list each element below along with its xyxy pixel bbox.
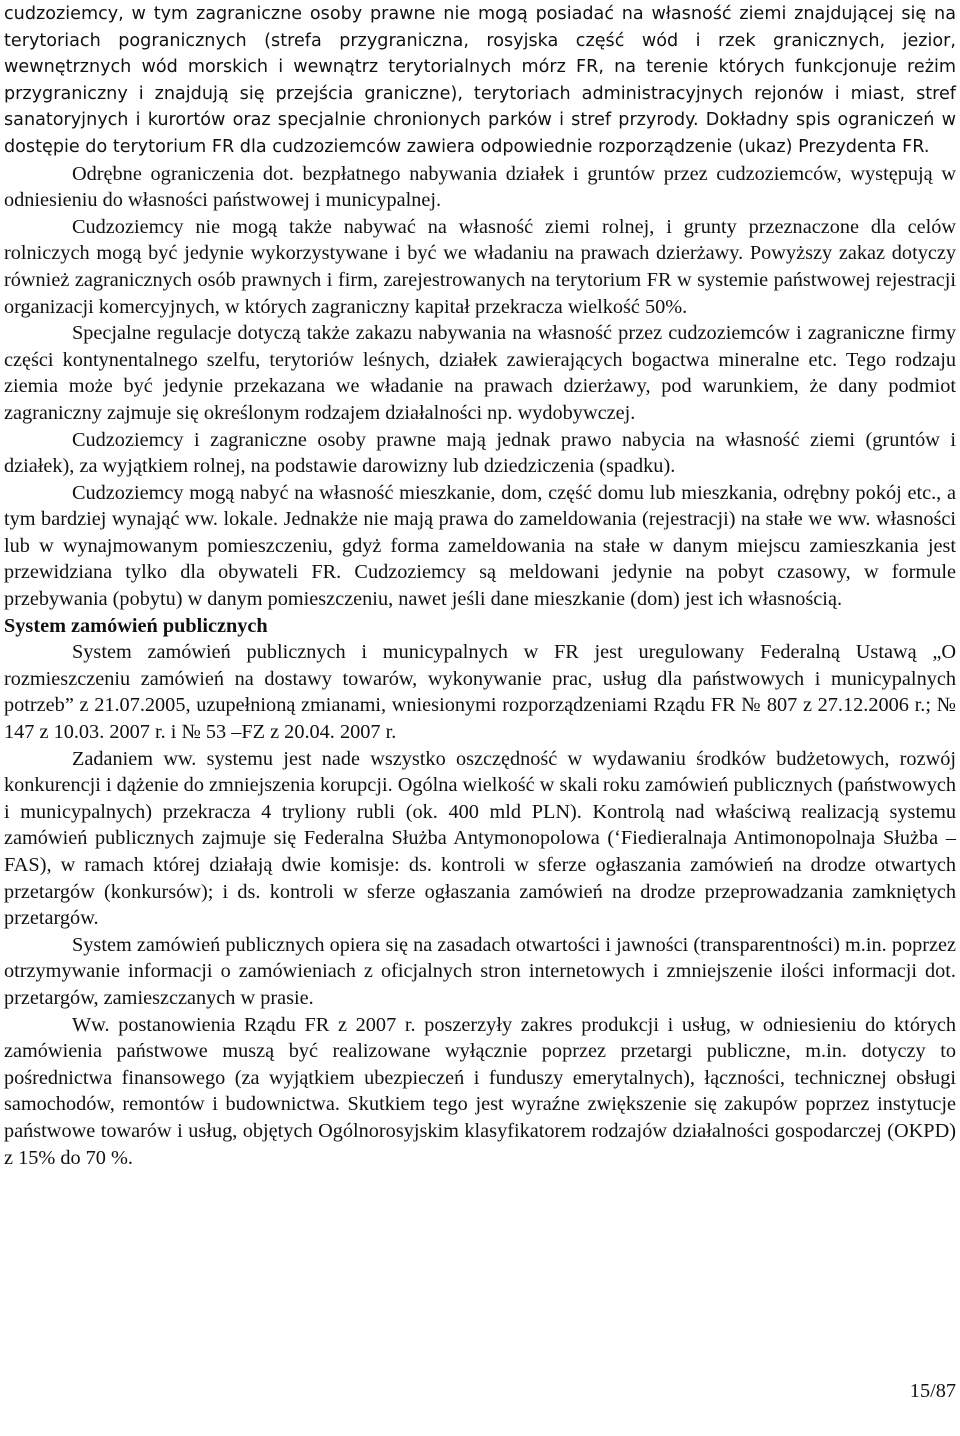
page-number: 15/87 bbox=[909, 1380, 956, 1402]
paragraph-inheritance-gift: Cudzoziemcy i zagraniczne osoby prawne mają jednak prawo nabycia na własność ziemi (gruntów i działek), za wyjątkiem rolnej, na podstawie darowizny lub dziedziczenia (spadku). bbox=[4, 428, 956, 478]
paragraph-free-acquisition-limits: Odrębne ograniczenia dot. bezpłatnego nabywania działek i gruntów przez cudzoziemców, występują w odniesieniu do własności państwowej i municypalnej. bbox=[4, 162, 956, 212]
paragraph-procurement-law: System zamówień publicznych i municypalnych w FR jest uregulowany Federalną Ustawą „O rozmieszczeniu zamówień na dostawy towarów, wykonywanie prac, usług dla państwowych i municypalnych potrzeb” z 21.07.2005, uzupełnioną zmianami, wniesionymi rozporządzeniami Rządu FR № 807 z 27.12.2006 r.; № 147 z 10.03. 2007 r. i № 53 –FZ z 20.04. 2007 r. bbox=[4, 641, 956, 744]
paragraph-housing-registration: Cudzoziemcy mogą nabyć na własność mieszkanie, dom, część domu lub mieszkania, odrębny pokój etc., a tym bardziej wynająć ww. lokale. Jednakże nie mają prawa do zameldowania (rejestracji) na stałe we ww. własności lub w wynajmowanym pomieszczeniu, gdyż forma zameldowania na stałe w danym miejscu zamieszkania jest przewidziana tylko dla obywateli FR. Cudzoziemcy są meldowani jedynie na pobyt czasowy, w formule przebywania (pobytu) w danym pomieszczeniu, nawet jeśli dane mieszkanie (dom) jest ich własnością. bbox=[4, 481, 956, 611]
section-heading: System zamówień publicznych bbox=[4, 614, 268, 637]
paragraph-2007-regulations: Ww. postanowienia Rządu FR z 2007 r. poszerzyły zakres produkcji i usług, w odniesieniu do których zamówienia państwowe muszą być realizowane wyłącznie poprzez przetargi publiczne, m.in. dotyczy to pośrednictwa finansowego (za wyjątkiem ubezpieczeń i funduszy emerytalnych), łączności, technicznej obsługi samochodów, remontów i budownictwa. Skutkiem tego jest wyraźne zwiększenie się zakupów poprzez instytucje państwowe towarów i usług, objętych Ogólnorosyjskim klasyfikatorem rodzajów działalności gospodarczej (OKPD) z 15% do 70 %. bbox=[4, 1013, 956, 1169]
paragraph-foreign-land-restrictions: cudzoziemcy, w tym zagraniczne osoby prawne nie mogą posiadać na własność ziemi znajdującej się na terytoriach pogranicznych (strefa przygraniczna, rosyjska część wód i rzek granicznych, jezior, wewnętrznych wód morskich i wewnątrz terytorialnych mórz FR, na terenie których funkcjonuje reżim przygraniczny i znajdują się przejścia graniczne), terytoriach administracyjnych rejonów i miast, stref sanatoryjnych i kurortów oraz specjalnie chronionych parków i stref przyrody. Dokładny spis ograniczeń w dostępie do terytorium FR dla cudzoziemców zawiera odpowiednie rozporządzenie (ukaz) Prezydenta FR. bbox=[4, 4, 956, 157]
paragraph-special-regulations: Specjalne regulacje dotyczą także zakazu nabywania na własność przez cudzoziemców i zagraniczne firmy części kontynentalnego szelfu, terytoriów leśnych, działek zawierających bogactwa mineralne etc. Tego rodzaju ziemia może być jedynie przekazana we władanie na prawach dzierżawy, pod warunkiem, że dany podmiot zagraniczny zajmuje się określonym rodzajem działalności np. wydobywczej. bbox=[4, 322, 956, 424]
paragraph-agricultural-land: Cudzoziemcy nie mogą także nabywać na własność ziemi rolnej, i grunty przeznaczone dla celów rolniczych mogą być jedynie wykorzystywane i być we władaniu na prawach dzierżawy. Powyższy zakaz dotyczy również zagranicznych osób prawnych i firm, zarejestrowanych na terytorium FR w systemie państwowej rejestracji organizacji komercyjnych, w których zagraniczny kapitał przekracza wielkość 50%. bbox=[4, 215, 956, 318]
paragraph-transparency: System zamówień publicznych opiera się na zasadach otwartości i jawności (transparentności) m.in. poprzez otrzymywanie informacji o zamówieniach z oficjalnych stron internetowych i zmniejszenie ilości informacji dot. przetargów, zamieszczanych w prasie. bbox=[4, 933, 956, 1009]
paragraph-procurement-goals: Zadaniem ww. systemu jest nade wszystko oszczędność w wydawaniu środków budżetowych, rozwój konkurencji i dążenie do zmniejszenia korupcji. Ogólna wielkość w skali roku zamówień publicznych (państwowych i municypalnych) przekracza 4 tryliony rubli (ok. 400 mld PLN). Kontrolą nad właściwą realizacją systemu zamówień publicznych zajmuje się Federalna Służba Antymonopolowa (‘Fiedieralnaja Antimonopolnaja Służba – FAS), w ramach której działają dwie komisje: ds. kontroli w sferze ogłaszania zamówień na drodze otwartych przetargów (konkursów); i ds. kontroli w sferze ogłaszania zamówień na drodze przeprowadzania zamkniętych przetargów. bbox=[4, 747, 956, 930]
